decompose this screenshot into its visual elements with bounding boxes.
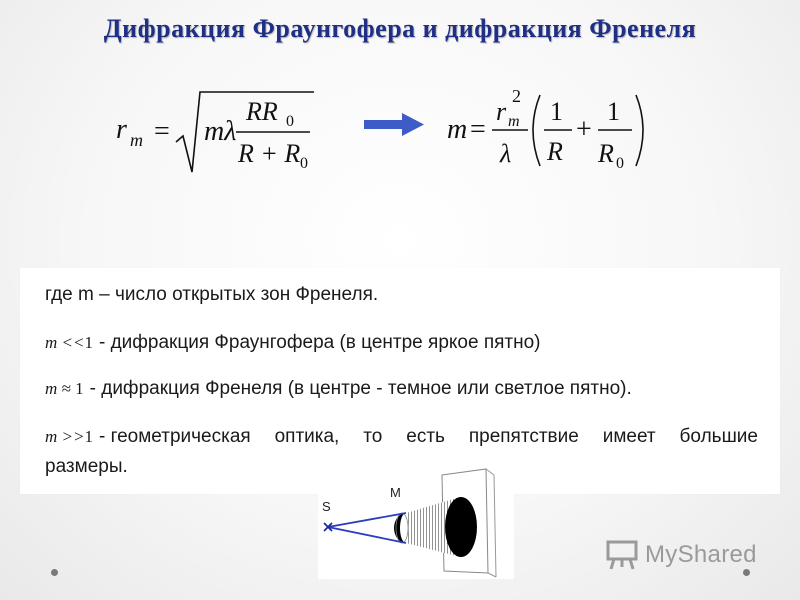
condition-line-geometric-cont: размеры. — [45, 456, 128, 477]
formula-left-mlambda: mλ — [204, 116, 237, 147]
formula-right-one-b: 1 — [607, 97, 620, 126]
diffraction-diagram — [318, 467, 514, 579]
paren-right — [636, 95, 643, 166]
condition-geometric-lead: m >>1 - геометрическая — [45, 426, 251, 447]
formula-right-m-sub: m — [508, 113, 520, 130]
condition-fraunhofer: m <<1 — [45, 333, 93, 352]
slide-dot-left — [51, 569, 58, 576]
formula-right-plus: + — [576, 114, 592, 145]
label-m: M — [390, 485, 401, 500]
label-s: S — [322, 499, 331, 514]
formula-left-m-sub: m — [130, 130, 143, 150]
condition-line-fraunhofer: m <<1 - дифракция Фраунгофера (в центре яркое пятно) — [45, 332, 541, 353]
formula-left-denominator: R + R — [238, 139, 301, 168]
formula-left-numerator: RR — [246, 97, 278, 126]
formula-right-zero-sub: 0 — [616, 155, 624, 172]
word: оптика, — [274, 426, 340, 447]
formula-right-R: R — [547, 137, 563, 166]
formula-left-denominator-sub: 0 — [300, 155, 308, 172]
formula-left-r: r — [116, 114, 127, 145]
myshared-logo — [605, 536, 757, 574]
word: препятствие — [468, 426, 579, 447]
condition-line-fresnel: m ≈ 1 - дифракция Френеля (в центре - темное или светлое пятно). — [45, 378, 632, 399]
explanation-box — [20, 268, 780, 494]
intro-text: где m – число открытых зон Френеля. — [45, 284, 379, 305]
logo-text: MyShared — [645, 541, 757, 568]
projector-icon — [605, 539, 641, 571]
condition-line-geometric — [45, 426, 758, 448]
formula-right-equals: = — [470, 114, 486, 145]
dark-spot — [445, 497, 477, 557]
formula-area — [110, 80, 670, 190]
word: имеет — [602, 426, 656, 447]
implies-arrow-icon — [364, 113, 424, 136]
slide-title: Дифракция Фраунгофера и дифракция Френеля — [103, 14, 697, 43]
diffraction-diagram-svg — [318, 467, 514, 579]
formula-right-one-a: 1 — [550, 97, 563, 126]
word: то — [363, 426, 383, 447]
condition-fresnel: m ≈ 1 — [45, 379, 84, 398]
formula-right-power: 2 — [512, 86, 521, 106]
formula-right-lambda: λ — [500, 139, 512, 168]
word: есть — [406, 426, 445, 447]
formula-right-r: r — [496, 97, 507, 126]
formula-right-m: m — [447, 114, 468, 145]
formula-left-numerator-sub: 0 — [286, 113, 294, 130]
formula-right-R0: R — [598, 139, 614, 168]
formula-left-equals: = — [154, 116, 170, 147]
word: большие — [679, 426, 758, 447]
formula-svg — [110, 80, 670, 190]
paren-left — [533, 95, 540, 166]
